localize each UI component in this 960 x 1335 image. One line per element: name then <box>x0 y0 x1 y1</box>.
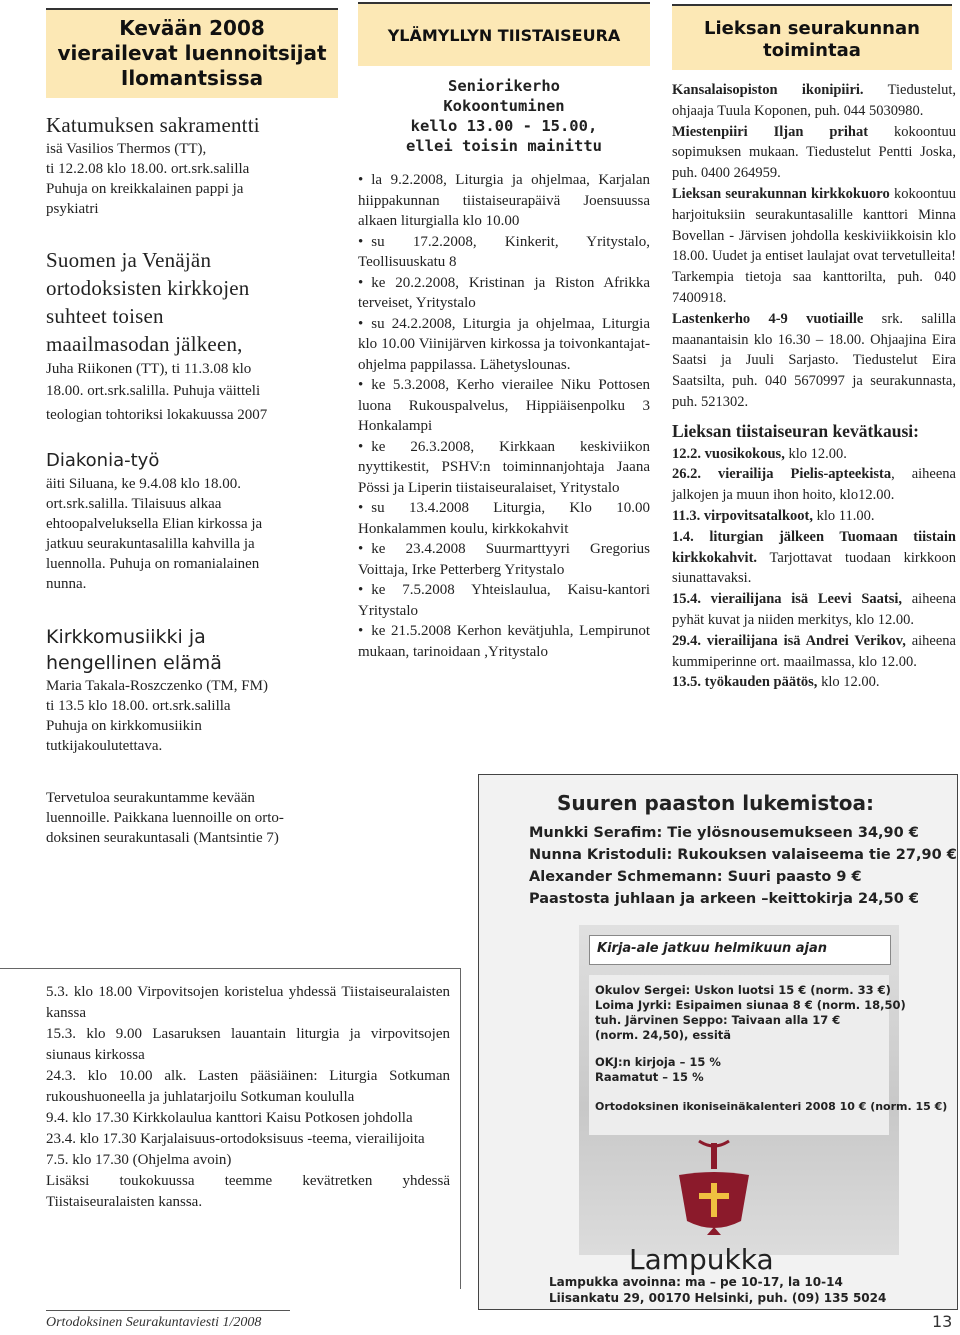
right-para: Lastenkerho 4-9 vuotiaille srk. salilla maanantaisin klo 16.30 – 18.00. Ohjaajina Eira Saatsi ja Juuli Sarjasto. Tiedustelut Eira Saatsilta, puh. 040 5670997 ja seurakunnasta, puh. 521302. <box>672 310 956 410</box>
mid-header-box <box>358 2 650 66</box>
ad-address-line: Lampukka avoinna: ma – pe 10-17, la 10-14 <box>549 1275 843 1289</box>
lecture-line: ti 12.2.08 klo 18.00. ort.srk.salilla <box>46 161 250 177</box>
lecture-line: ti 13.5 klo 18.00. ort.srk.salilla <box>46 698 231 714</box>
right-header-box <box>672 4 952 70</box>
lecture-3 <box>46 448 338 594</box>
right-para: Kansalaisopiston ikonipiiri. Tiedustelut, ohjaaja Tuula Koponen, puh. 044 5030980. <box>672 82 956 119</box>
lecture-line: nunna. <box>46 576 87 592</box>
lecture-title: hengellinen elämä <box>46 652 222 674</box>
ad-sale-line: Loima Jyrki: Esipaimen siunaa 8 € (norm. 18,50) <box>595 998 906 1012</box>
event-item: • ke 20.2.2008, Kristinan ja Riston Afrikka terveiset, Yritystalo <box>358 273 650 314</box>
event-item: • su 24.2.2008, Liturgia ja ohjelmaa, Liturgia klo 10.00 Viinijärven kirkossa ja toivonkantajat-ohjelma pappilassa. Lähetyslounas. <box>358 314 650 376</box>
mid-sub-line: Seniorikerho <box>448 77 560 95</box>
schedule-item: Lisäksi toukokuussa teemme kevätretken yhdessä Tiistaiseuralaisten kanssa. <box>46 1173 450 1210</box>
right-para: Lieksan seurakunnan kirkkokuoro kokoontuu harjoituksiin seurakuntasalille kanttori Minna Bovellan - Järvisen johdolla keskiviikkoisin klo 18.00. Uudet ja entiset laulajat ovat tervetulleita! Tarkempia tietoja saa kanttorilta, puh. 040 7400918. <box>672 185 956 306</box>
left-header-line1: Kevään 2008 <box>119 16 265 40</box>
ad-okj-line: Raamatut – 15 % <box>595 1070 704 1084</box>
right-para: Miestenpiiri Iljan prihat kokoontuu sopimuksen mukaan. Tiedustelut Pentti Joska, puh. 0400 264959. <box>672 123 956 182</box>
mid-subheader <box>358 76 650 156</box>
lecture-line: jatkuu seurakuntasalilla kahvilla ja <box>46 536 255 552</box>
ad-address-line: Liisankatu 29, 00170 Helsinki, puh. (09) 135 5024 <box>549 1291 887 1305</box>
schedule-item: 9.4. klo 17.30 Kirkkolaulua kanttori Kaisu Potkosen johdolla <box>46 1110 413 1126</box>
welcome-line: doksinen seurakuntasali (Mantsintie 7) <box>46 830 279 846</box>
schedule-item: 23.4. klo 17.30 Karjalaisuus-ortodoksisuus -teema, vierailijoita <box>46 1131 425 1147</box>
ad-sale-box <box>589 975 948 1135</box>
ad-sale-line: (norm. 24,50), essitä <box>595 1028 732 1042</box>
lecture-4 <box>46 624 338 756</box>
lecture-title: ortodoksisten kirkkojen <box>46 276 250 300</box>
ad-book-line: Munkki Serafim: Tie ylösnousemukseen 34,90 € <box>529 825 919 841</box>
event-item: • ke 23.4.2008 Suurmarttyyri Gregorius Voittaja, Irke Petterberg Yritystalo <box>358 539 650 580</box>
right-header-line: Lieksan seurakunnan <box>704 18 920 39</box>
event-item: • ke 5.3.2008, Kerho vierailee Niku Pottosen luona Rukouspalvelus, Hippiäisenpolku 3 Honkalampi <box>358 375 650 437</box>
mid-events-list <box>358 170 650 662</box>
schedule-list <box>46 982 450 1213</box>
event-item: • ke 7.5.2008 Yhteislaulua, Kaisu-kantori Yritystalo <box>358 580 650 621</box>
lecture-line: Juha Riikonen (TT), ti 11.3.08 klo <box>46 361 252 377</box>
ad-calendar-line: Ortodoksinen ikoniseinäkalenteri 2008 10 € (norm. 15 €) <box>595 1100 948 1113</box>
lampukka-lamp-logo <box>669 1135 759 1245</box>
lecture-line: luennolla. Puhuja on romanialainen <box>46 556 260 572</box>
lecture-line: Maria Takala-Roszczenko (TM, FM) <box>46 678 268 694</box>
ad-book-line: Paastosta juhlaan ja arkeen –keittokirja 24,50 € <box>529 891 919 907</box>
event-item: • ke 21.5.2008 Kerhon kevätjuhla, Lempirunot mukaan, tarinoidaan ,Yritystalo <box>358 621 650 662</box>
schedule-item: 7.5. klo 17.30 (Ohjelma avoin) <box>46 1152 232 1168</box>
ad-book-line: Alexander Schmemann: Suuri paasto 9 € <box>529 869 862 885</box>
welcome-line: Tervetuloa seurakuntamme kevään <box>46 790 255 806</box>
lecture-line: teologian tohtoriksi lokakuussa 2007 <box>46 407 268 423</box>
right-header-line: toimintaa <box>763 40 861 61</box>
mid-sub-line: kello 13.00 - 15.00, <box>410 117 598 135</box>
lecture-line: ehtoopalveluksella Elian kirkossa ja <box>46 516 263 532</box>
lecture-line: 18.00. ort.srk.salilla. Puhuja väitteli <box>46 383 261 399</box>
left-header-line3: Ilomantsissa <box>120 66 264 90</box>
mid-sub-line: Kokoontuminen <box>443 97 565 115</box>
left-header-box <box>46 8 338 98</box>
right-item: 12.2. vuosikokous, klo 12.00. <box>672 445 847 462</box>
lecture-title: Diakonia-työ <box>46 450 160 471</box>
bookstore-ad <box>478 774 958 1310</box>
lecture-line: ort.srk.salilla. Tilaisuus alkaa <box>46 496 222 512</box>
footer-page-number: 13 <box>932 1312 953 1331</box>
right-content <box>672 80 956 693</box>
footer-publication: Ortodoksinen Seurakuntaviesti 1/2008 <box>46 1315 262 1330</box>
footer-rule <box>46 1310 290 1311</box>
lecture-line: psykiatri <box>46 201 99 217</box>
lecture-title: Kirkkomusiikki ja <box>46 626 206 648</box>
lecture-title: Suomen ja Venäjän <box>46 248 212 272</box>
right-item: 29.4. vierailijana isä Andrei Verikov, aiheena kummiperinne ort. maailmassa, klo 12.00. <box>672 632 956 670</box>
lecture-line: äiti Siluana, ke 9.4.08 klo 18.00. <box>46 476 241 492</box>
lecture-line: isä Vasilios Thermos (TT), <box>46 141 207 157</box>
lecture-line: tutkijakoulutettava. <box>46 738 163 754</box>
ad-title: Suuren paaston lukemistoa: <box>557 791 875 815</box>
right-subheading: Lieksan tiistaiseuran kevätkausi: <box>672 420 919 441</box>
right-item: 15.4. vierailijana isä Leevi Saatsi, aiheena pyhät kuvat ja niiden merkitys, klo 12.00. <box>672 591 956 628</box>
lecture-title: Katumuksen sakramentti <box>46 113 260 137</box>
lecture-title: maailmasodan jälkeen, <box>46 332 243 356</box>
welcome-text <box>46 788 338 848</box>
lecture-title: suhteet toisen <box>46 304 164 328</box>
event-item: • ke 26.3.2008, Kirkkaan keskiviikon nyyttikestit, PSHV:n toiminnanjohtaja Jaana Pössi ja Liperin tiistaiseuralaiset, Yritystalo <box>358 437 650 499</box>
event-item: • la 9.2.2008, Liturgia ja ohjelmaa, Karjalan hiippakunnan tiistaiseurapäivä Joensuussa alkaen liturgialla klo 10.00 <box>358 170 650 232</box>
mid-header-title: YLÄMYLLYN TIISTAISEURA <box>387 25 621 45</box>
welcome-line: luennoille. Paikkana luennoille on orto- <box>46 810 284 826</box>
ad-sale-line: tuh. Järvinen Seppo: Taivaan alla 17 € <box>595 1013 841 1027</box>
lecture-line: Puhuja on kreikkalainen pappi ja <box>46 181 244 197</box>
right-item: 26.2. vierailija Pielis-apteekista, aiheena jalkojen ja muun ihon hoito, klo12.00. <box>672 466 956 504</box>
lecture-2 <box>46 246 338 428</box>
schedule-item: 15.3. klo 9.00 Lasaruksen lauantain liturgia ja virpovitsojen siunaus kirkossa <box>46 1026 450 1063</box>
event-item: • su 17.2.2008, Kinkerit, Yritystalo, Teollisuuskatu 8 <box>358 232 650 273</box>
ad-book-line: Nunna Kristoduli: Rukouksen valaiseema tie 27,90 € <box>529 847 957 863</box>
right-item: 13.5. työkauden päätös, klo 12.00. <box>672 674 880 691</box>
ad-sale-line: Okulov Sergei: Uskon luotsi 15 € (norm. 33 €) <box>595 983 891 997</box>
schedule-item: 5.3. klo 18.00 Virpovitsojen koristelua yhdessä Tiistaiseuralaisten kanssa <box>46 984 450 1021</box>
ad-banner-text: Kirja-ale jatkuu helmikuun ajan <box>597 941 827 956</box>
left-header-line2: vierailevat luennoitsijat <box>57 41 327 65</box>
lecture-1 <box>46 112 338 219</box>
lecture-line: Puhuja on kirkkomusiikin <box>46 718 202 734</box>
ad-okj-line: OKJ:n kirjoja – 15 % <box>595 1055 721 1069</box>
event-item: • su 13.4.2008 Liturgia, Klo 10.00 Honkalammen koulu, kirkkokahvit <box>358 498 650 539</box>
schedule-item: 24.3. klo 10.00 alk. Lasten pääsiäinen: Liturgia Sotkuman rukoushuoneella ja juhlatarjoilu Sotkuman koululla <box>46 1068 450 1105</box>
ad-logo-text: Lampukka <box>629 1243 774 1276</box>
right-item: 1.4. liturgian jälkeen Tuomaan tiistain kirkkokahvit. Tarjottavat tuodaan kirkkoon siunattavaksi. <box>672 528 956 587</box>
right-item: 11.3. virpovitsatalkoot, klo 11.00. <box>672 507 875 524</box>
mid-sub-line: ellei toisin mainittu <box>406 137 602 155</box>
